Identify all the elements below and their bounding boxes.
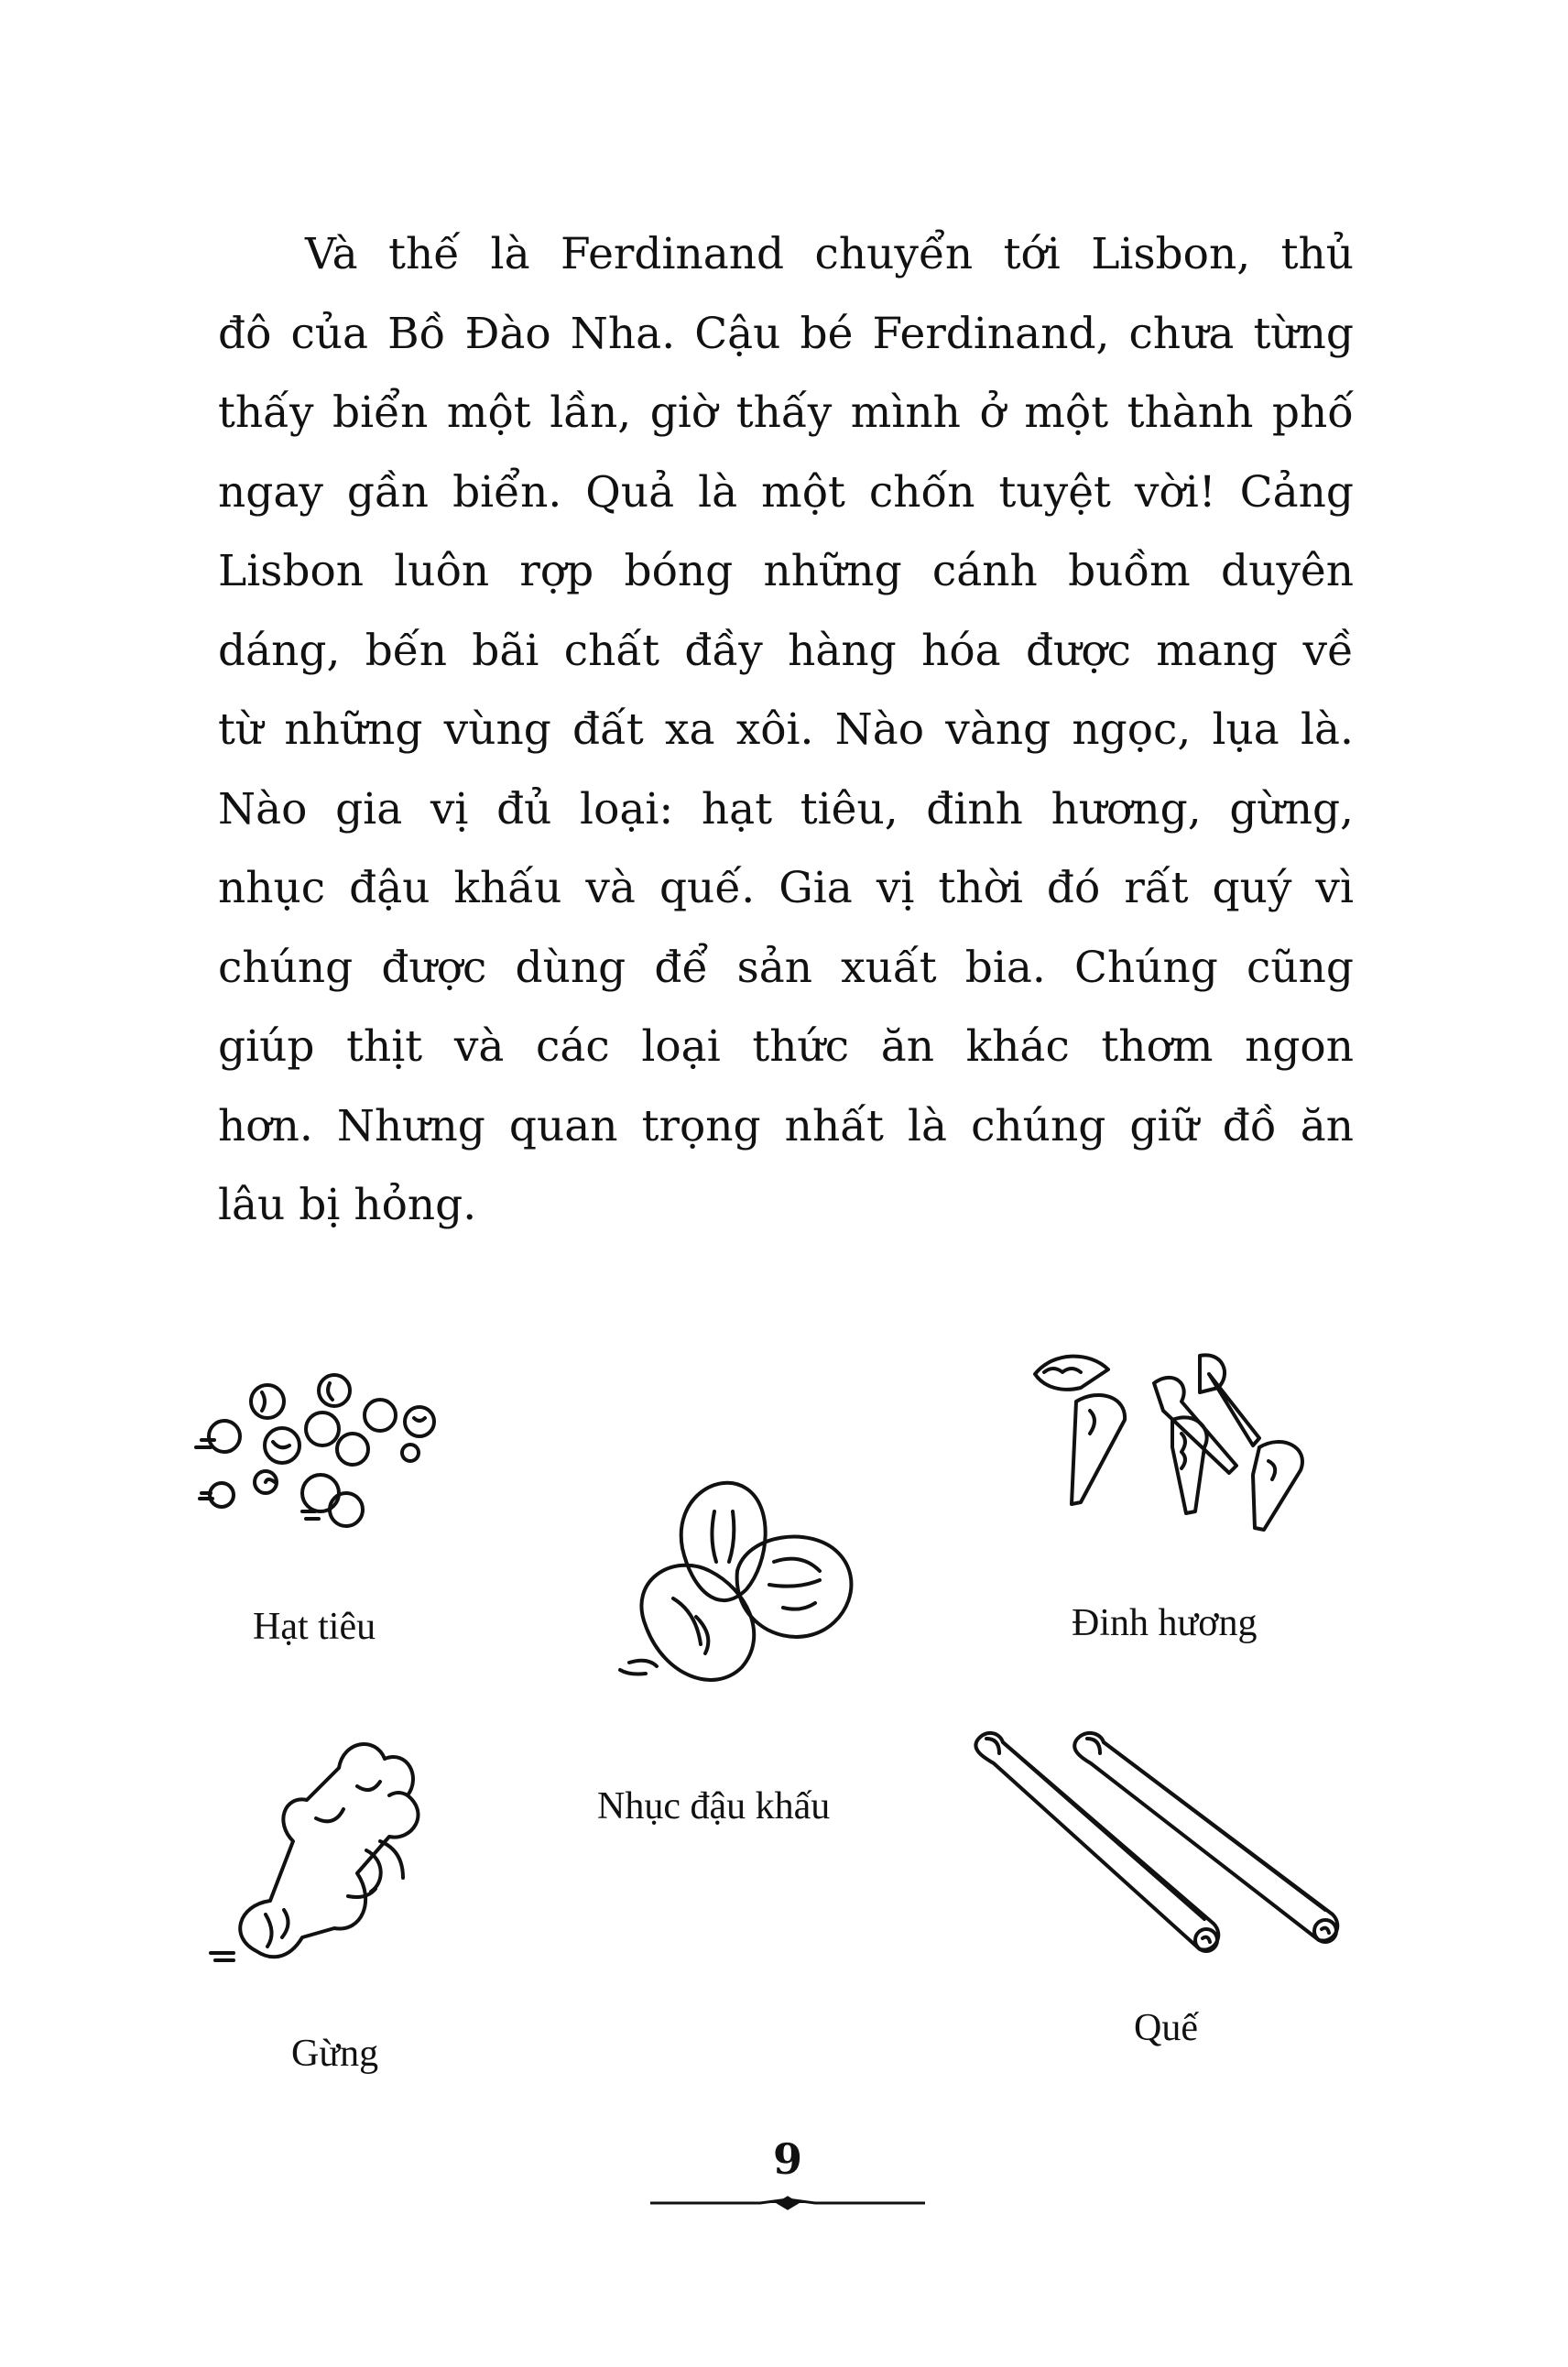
ginger-illustration bbox=[201, 1713, 476, 1988]
text-line: Và thế là Ferdinand chuyển tới Lisbon, thủ bbox=[305, 229, 1354, 279]
text-line: thấy biển một lần, giờ thấy mình ở một thành phố bbox=[218, 387, 1354, 438]
nutmeg-label: Nhục đậu khấu bbox=[597, 1785, 831, 1827]
pepper-label: Hạt tiêu bbox=[253, 1606, 376, 1648]
text-line: lâu bị hỏng. bbox=[218, 1180, 477, 1230]
text-line: từ những vùng đất xa xôi. Nào vàng ngọc, lụa là. bbox=[218, 704, 1354, 755]
page-number-ornament bbox=[650, 2194, 925, 2212]
text-line: ngay gần biển. Quả là một chốn tuyệt vời! Cảng bbox=[218, 466, 1354, 518]
nutmeg-illustration bbox=[609, 1461, 875, 1708]
text-line: đô của Bồ Đào Nha. Cậu bé Ferdinand, chưa từng bbox=[218, 308, 1354, 359]
cloves-illustration bbox=[1026, 1347, 1328, 1548]
pepper-illustration bbox=[183, 1365, 458, 1548]
page-number: 9 bbox=[772, 2134, 802, 2184]
ginger-label: Gừng bbox=[291, 2033, 379, 2075]
text-line: dáng, bến bãi chất đầy hàng hóa được mang về bbox=[218, 625, 1354, 676]
body-paragraph bbox=[218, 215, 1354, 1246]
text-line: chúng được dùng để sản xuất bia. Chúng cũng bbox=[218, 942, 1354, 993]
cinnamon-illustration bbox=[966, 1722, 1378, 1988]
text-line: hơn. Nhưng quan trọng nhất là chúng giữ đồ ăn bbox=[218, 1100, 1354, 1151]
text-line: giúp thịt và các loại thức ăn khác thơm ngon bbox=[218, 1021, 1354, 1072]
text-line: Lisbon luôn rợp bóng những cánh buồm duyên bbox=[218, 546, 1354, 596]
text-line: nhục đậu khấu và quế. Gia vị thời đó rất quý vì bbox=[218, 863, 1354, 913]
cloves-label: Đinh hương bbox=[1072, 1602, 1258, 1644]
text-line: Nào gia vị đủ loại: hạt tiêu, đinh hương, gừng, bbox=[218, 783, 1354, 834]
cinnamon-label: Quế bbox=[1134, 2007, 1198, 2049]
